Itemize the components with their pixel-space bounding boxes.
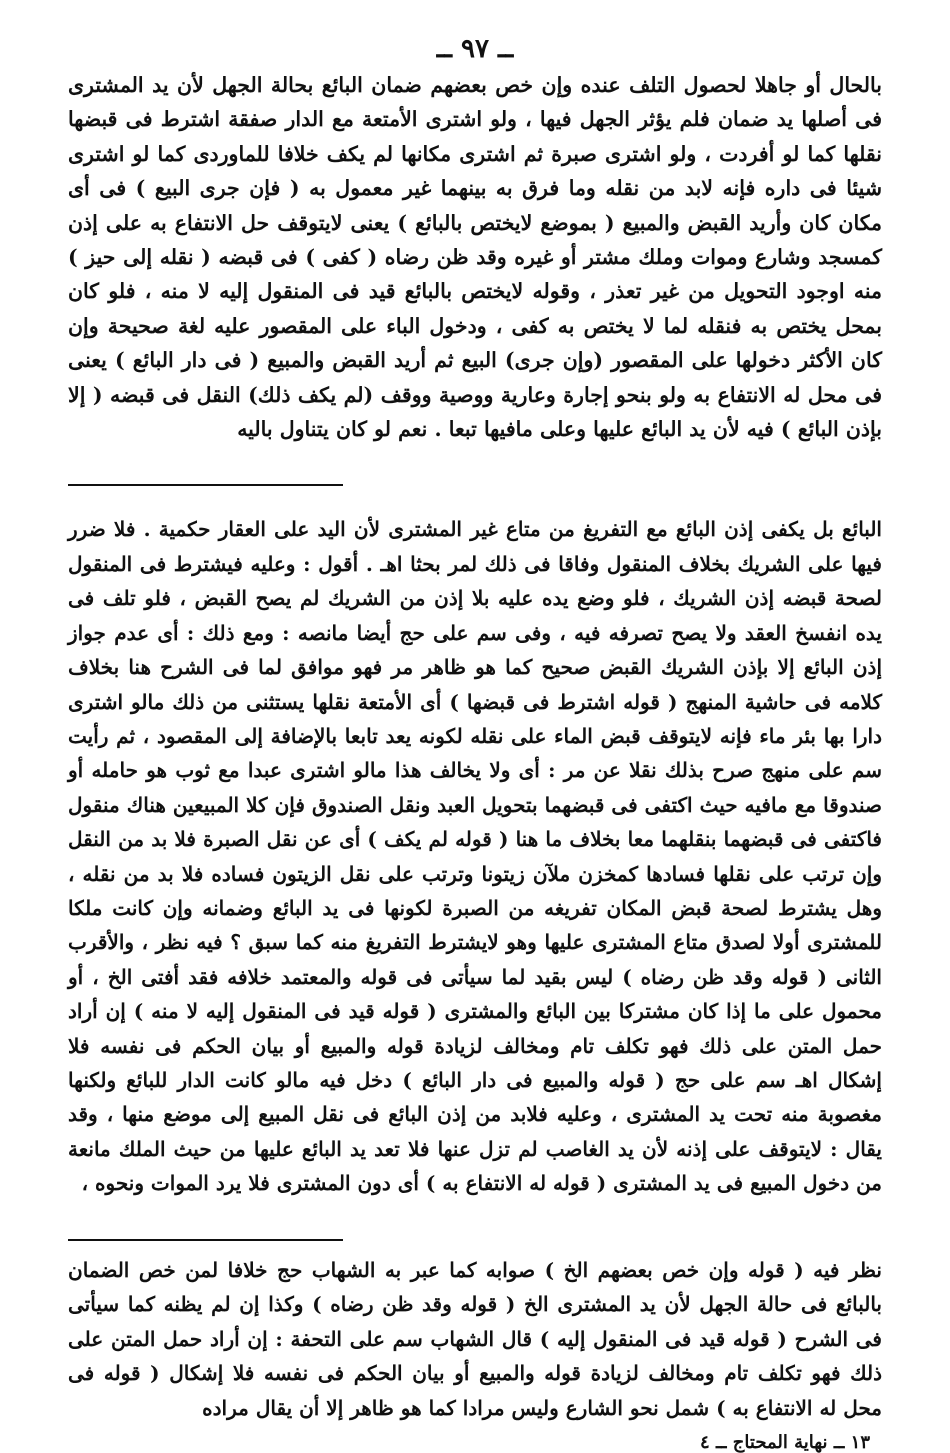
page-number: ــ ٩٧ ــ [436, 34, 514, 64]
footnotes-paragraph: نظر فيه ( قوله وإن خص بعضهم الخ ) صوابه كما عبر به الشهاب حج خلافا لمن خص الضمان بالبائع فى حالة الجهل لأن يد المشترى الخ ( قوله وقد ظن رضاه ) وكذا إن لم يظنه كما سيأتى فى الشرح ( قوله قيد فى المنقول إليه ) قال الشهاب سم على التحفة : إن أراد حمل المتن على ذلك فهو تكلف تام ومخالف لزيادة قوله والمبيع أو بيان الحكم فى نفسه فلا إشكال ( قوله فى محل له الانتفاع به ) شمل نحو الشارع وليس مرادا كما هو ظاهر إلا أن يقال مراده [68, 1257, 882, 1420]
footnotes-block [68, 1253, 882, 1426]
main-text-block [68, 68, 882, 446]
printer-signature: ١٣ ــ نهاية المحتاج ــ ٤ [700, 1431, 870, 1453]
commentary-block [68, 512, 882, 1200]
section-divider [68, 484, 343, 486]
footnote-divider [68, 1239, 343, 1241]
commentary-paragraph: البائع بل يكفى إذن البائع مع التفريغ من متاع غير المشترى لأن اليد على العقار حكمية . فلا ضرر فيها على الشريك بخلاف المنقول وفاقا فى ذلك لمر بحثا اهـ . أقول : وعليه فيشترط فى المنقول لصحة قبضه إذن الشريك ، فلو وضع يده عليه بلا إذن من الشريك لم يصح القبض ، فلو تلف فى يده انفسخ العقد ولا يصح تصرفه فيه ، وفى سم على حج أيضا مانصه : ومع ذلك : أى عدم جواز إذن البائع إلا بإذن الشريك القبض صحيح كما هو ظاهر مر فهو موافق لما فى الشرح هنا بخلاف كلامه فى حاشية المنهج ( قوله اشترط فى قبضها ) أى الأمتعة نقلها يستثنى من ذلك مالو اشترى دارا بها بئر ماء فإنه لايتوقف قبض الماء على نقله لكونه يعد تابعا بالإضافة إلى المقصود ، ثم رأيت سم على منهج صرح بذلك نقلا عن مر : أى ولا يخالف هذا مالو اشترى عبدا مع ثوب هو حامله أو صندوقا مع مافيه حيث اكتفى فى قبضهما بتحويل العبد ونقل الصندوق فإن كلا المبيعين هناك منقول فاكتفى فى قبضهما بنقلهما معا بخلاف ما هنا ( قوله لم يكف ) أى عن نقل الصبرة فلا بد من النقل وإن ترتب على نقلها فسادها كمخزن ملآن زيتونا وترتب على نقل الزيتون فساده فلا بد من نقله ، وهل يشترط لصحة قبض المكان تفريغه من الصبرة لكونها فى يد البائع وضمانه وإن كانت ملكا للمشترى أولا لصدق متاع المشترى عليها وهو لايشترط التفريغ منه كما سبق ؟ فيه نظر ، والأقرب الثانى ( قوله وقد ظن رضاه ) ليس بقيد لما سيأتى فى قوله والمعتمد خلافه فقد أفتى الخ ، أو محمول على ما إذا كان مشتركا بين البائع والمشترى ( قوله قيد فى المنقول إليه لا منه ) إن أراد حمل المتن على ذلك فهو تكلف تام ومخالف لزيادة قوله والمبيع أو بيان الحكم فى نفسه فلا إشكال اهـ سم على حج ( قوله والمبيع فى دار البائع ) دخل فيه مالو كانت الدار للبائع ولكنها مغصوبة منه تحت يد المشترى ، وعليه فلابد من إذن البائع فى نقل المبيع إلى موضع منها ، وقد يقال : لايتوقف على إذنه لأن يد الغاصب لم تزل عنها فلا تعد يد البائع عليها من حيث الملك مانعة من دخول المبيع فى يد المشترى ( قوله له الانتفاع به ) أى دون المشترى فلا يرد الموات ونحوه ، [68, 517, 883, 1196]
main-text-paragraph: بالحال أو جاهلا لحصول التلف عنده وإن خص بعضهم ضمان البائع بحالة الجهل لأن يد المشترى فى أصلها يد ضمان فلم يؤثر الجهل فيها ، ولو اشترى الأمتعة مع الدار صفقة اشترط فى قبضها نقلها كما لو أفردت ، ولو اشترى صبرة ثم اشترى مكانها لم يكف خلافا للماوردى كما لو اشترى شيئا فى داره فإنه لابد من نقله وما فرق به بينهما غير معمول به ( فإن جرى البيع ) فى أى مكان كان وأريد القبض والمبيع ( بموضع لايختص بالبائع ) يعنى لايتوقف حل الانتفاع به على إذن كمسجد وشارع وموات وملك مشتر أو غيره وقد ظن رضاه ( كفى ) فى قبضه ( نقله إلى حيز ) منه اوجود التحويل من غير تعذر ، وقوله لايختص بالبائع قيد فى المنقول إليه لا منه ، فلو كان بمحل يختص به فنقله لما لا يختص به كفى ، ودخول الباء على المقصور عليه لغة صحيحة وإن كان الأكثر دخولها على المقصور (وإن جرى) البيع ثم أريد القبض والمبيع ( فى دار البائع ) يعنى فى محل له الانتفاع به ولو بنحو إجارة وعارية ووصية ووقف (لم يكف ذلك) النقل فى قبضه ( إلا بإذن البائع ) فيه لأن يد البائع عليها وعلى مافيها تبعا . نعم لو كان يتناول باليه [68, 73, 882, 442]
